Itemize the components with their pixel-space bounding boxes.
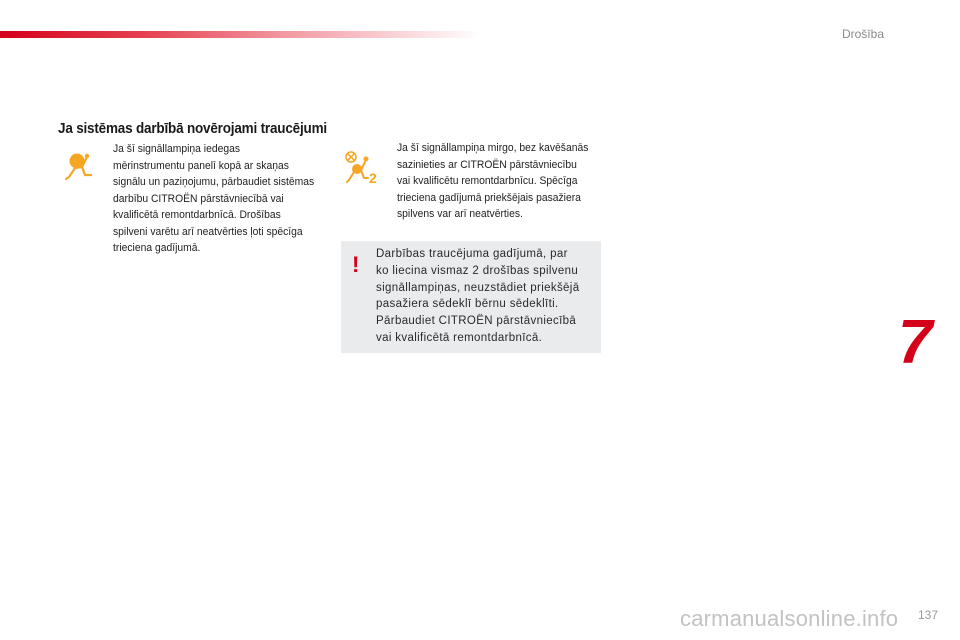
chapter-number: 7 [898, 308, 933, 377]
header-accent-bar [0, 31, 480, 38]
watermark-text: carmanualsonline.info [680, 606, 899, 631]
svg-text:2: 2 [369, 170, 377, 185]
airbag-fault-icon [63, 151, 95, 183]
section-heading: Ja sistēmas darbībā novērojami traucējumi [58, 121, 327, 137]
exclamation-icon: ! [352, 252, 360, 277]
page-number: 137 [917, 608, 938, 622]
passenger-airbag-off-icon [345, 151, 381, 185]
section-title: Drošība [841, 27, 884, 41]
airbag-blinking-description: Ja šī signāllampiņa mirgo, bez kavēšanās sazinieties ar CITROËN pārstāvniecību vai kvalificētu remontdarbnīcu. Spēcīga trieciena gadījumā priekšējais pasažiera spilvens var arī neatvērties. [397, 142, 589, 220]
warning-text: Darbības traucējuma gadījumā, par ko liecina vismaz 2 drošības spilvenu signāllampiņas, neuzstādiet priekšējā pasažiera sēdeklī bērnu sēdeklīti. Pārbaudiet CITROËN pārstāvniecībā vai kvalificētā remontdarbnīcā. [376, 248, 580, 344]
warning-box [341, 241, 601, 353]
airbag-fault-description: Ja šī signāllampiņa iedegas mērinstrumentu panelī kopā ar skaņas signālu un paziņojumu, pārbaudiet sistēmas darbību CITROËN pārstāvniecībā vai kvalificētā remontdarbnīcā. Drošības spilveni varētu arī neatvērties ļoti spēcīga trieciena gadījumā. [113, 143, 315, 254]
